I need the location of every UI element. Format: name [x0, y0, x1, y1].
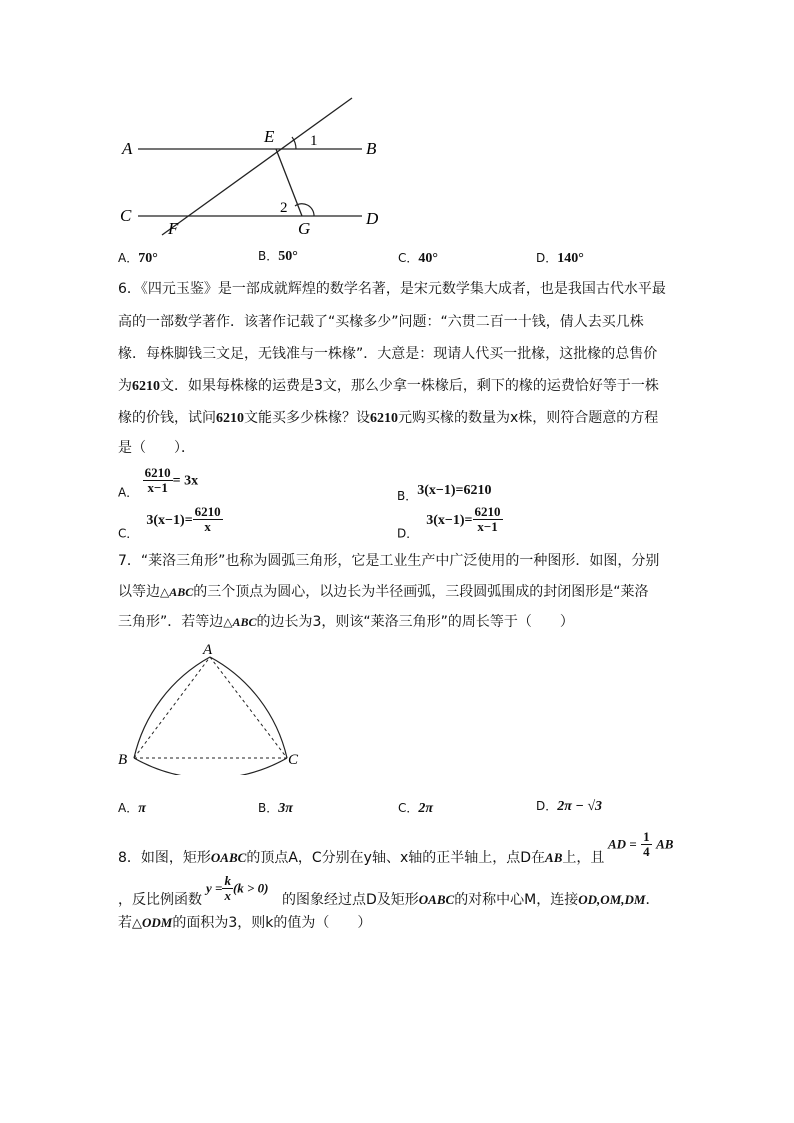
label-f: F — [168, 219, 179, 238]
q7-line-3 — [118, 614, 574, 630]
q8-text: 的图象经过点D及矩形 — [282, 892, 419, 908]
segment-ab: AB — [545, 850, 563, 865]
transversal-line — [162, 98, 352, 235]
q6-line-6: 是（ ）． — [118, 440, 195, 456]
q6-option-b — [397, 482, 492, 504]
option-letter: D． — [397, 526, 419, 541]
q7-line-1: 7．“莱洛三角形”也称为圆弧三角形，它是工业生产中广泛使用的一种图形．如图，分别 — [118, 553, 660, 569]
option-value: 2π − √3 — [557, 799, 603, 814]
fraction — [143, 466, 173, 495]
option-value: 40° — [418, 251, 438, 266]
numerator: k — [224, 873, 231, 888]
label-b: B — [118, 752, 128, 768]
q6-text: 为 — [118, 378, 132, 394]
option-letter: C． — [398, 801, 419, 815]
triangle-odm: △ODM — [132, 915, 173, 930]
fraction — [193, 505, 223, 534]
q7-option-c — [398, 800, 433, 817]
denominator: x−1 — [147, 480, 168, 495]
label-angle-2: 2 — [280, 200, 288, 216]
q8-text: 的顶点A，C分别在y轴、x轴的正半轴上，点D在 — [246, 850, 546, 866]
q5-option-b — [258, 248, 298, 265]
triangle-abc: △ABC — [223, 615, 257, 629]
option-lhs: 3(x−1)= — [146, 512, 193, 528]
fraction-k-over-x — [222, 874, 233, 903]
option-value: π — [138, 801, 146, 816]
q6-number: 6210 — [132, 379, 160, 394]
q8-text: 8．如图，矩形 — [118, 850, 211, 866]
q8-text: ，反比例函数 — [118, 892, 202, 908]
rect-oabc: OABC — [418, 892, 455, 907]
dashed-side-ac — [210, 657, 287, 758]
q6-line-3: 椽．每株脚钱三文足，无钱准与一株椽”．大意是：现请人代买一批椽，这批椽的总售价 — [118, 346, 658, 362]
option-value: 70° — [138, 251, 158, 266]
label-a: A — [122, 139, 133, 158]
option-letter: D． — [536, 251, 558, 265]
function-condition: (k > 0) — [232, 880, 269, 896]
q8-line-2b — [282, 892, 659, 908]
label-d: D — [366, 209, 379, 228]
denominator: x−1 — [477, 519, 498, 534]
label-b: B — [366, 139, 377, 158]
q5-option-a — [118, 250, 158, 267]
option-letter: A． — [118, 801, 139, 815]
numerator: 1 — [643, 829, 650, 844]
q7-option-a — [118, 800, 146, 817]
q8-text: 的面积为3，则k的值为（ ） — [172, 915, 372, 931]
option-lhs: 3(x−1)= — [426, 512, 473, 528]
q8-line-1 — [118, 850, 604, 866]
option-letter: B． — [258, 801, 279, 815]
q8-text: 上，且 — [562, 850, 605, 866]
option-value: 140° — [557, 251, 584, 266]
q7-option-d — [536, 798, 602, 815]
condition-rhs: AB — [656, 836, 674, 852]
function-y: y = — [206, 880, 223, 896]
figure-parallel-lines — [110, 90, 410, 240]
q6-text: 文能买多少株椽？设 — [244, 410, 370, 426]
option-value: 3π — [278, 801, 293, 816]
condition-lhs: AD = — [608, 836, 637, 852]
q6-text: 文．如果每株椽的运费是3文，那么少拿一株椽后，剩下的椽的运费恰好等于一株 — [160, 378, 659, 394]
q6-number: 6210 — [370, 411, 398, 426]
arc-bc — [134, 758, 287, 775]
q6-line-2: 高的一部数学著作．该著作记载了“买椽多少”问题：“六贯二百一十钱，倩人去买几株 — [118, 314, 644, 330]
option-letter: C． — [118, 526, 139, 541]
q8-text: 若 — [118, 915, 132, 931]
q8-text: 的对称中心M，连接 — [454, 892, 579, 908]
option-letter: D． — [536, 799, 558, 813]
q6-line-4 — [118, 378, 659, 395]
q6-option-c — [118, 505, 223, 542]
q6-option-a — [118, 466, 198, 501]
q6-line-5 — [118, 410, 658, 427]
dashed-side-ab — [134, 657, 210, 758]
q6-text: 椽的价钱，试问 — [118, 410, 216, 426]
numerator: 6210 — [144, 465, 171, 480]
option-letter: B． — [397, 489, 418, 503]
denominator: x — [224, 888, 231, 903]
option-expression: 3(x−1)=6210 — [417, 483, 492, 498]
option-letter: C． — [398, 251, 419, 265]
denominator: x — [204, 519, 211, 534]
q5-option-d — [536, 250, 584, 267]
q8-line-2a — [118, 892, 202, 908]
option-rhs: = 3x — [172, 473, 199, 489]
figure-reuleaux-triangle — [112, 640, 312, 775]
option-value: 2π — [418, 801, 434, 816]
label-g: G — [298, 219, 311, 238]
option-value: 50° — [278, 249, 298, 264]
q8-line-3 — [118, 915, 371, 931]
q6-text: 元购买椽的数量为x株，则符合题意的方程 — [398, 410, 659, 426]
q6-option-d — [397, 505, 503, 542]
label-c: C — [120, 206, 132, 225]
option-letter: A． — [118, 485, 139, 500]
fraction — [473, 505, 503, 534]
segments-od-om-dm: OD,OM,DM — [578, 892, 646, 907]
rect-oabc: OABC — [210, 850, 247, 865]
q7-text: 的三个顶点为圆心，以边长为半径画弧，三段圆弧围成的封闭图形是“莱洛 — [193, 584, 649, 600]
q7-text: 以等边 — [118, 584, 160, 600]
option-letter: B． — [258, 249, 279, 263]
q5-option-c — [398, 250, 438, 267]
q8-text: ． — [645, 892, 660, 908]
q7-option-b — [258, 800, 293, 817]
label-angle-1: 1 — [310, 133, 318, 149]
triangle-abc: △ABC — [160, 585, 194, 599]
q7-text: 的边长为3，则该“莱洛三角形”的周长等于（ ） — [256, 614, 574, 630]
label-c: C — [288, 752, 299, 768]
label-a: A — [203, 642, 213, 658]
numerator: 6210 — [474, 504, 501, 519]
option-letter: A． — [118, 251, 139, 265]
denominator: 4 — [643, 844, 650, 859]
q8-function — [206, 874, 269, 903]
numerator: 6210 — [194, 504, 221, 519]
q7-text: 三角形”．若等边 — [118, 614, 224, 630]
q7-line-2 — [118, 584, 649, 600]
q6-line-1: 6．《四元玉鉴》是一部成就辉煌的数学名著，是宋元数学集大成者，也是我国古代水平最 — [118, 281, 666, 297]
label-e: E — [264, 127, 275, 146]
q8-condition — [608, 830, 673, 859]
q6-number: 6210 — [216, 411, 244, 426]
fraction-one-quarter — [641, 830, 652, 859]
